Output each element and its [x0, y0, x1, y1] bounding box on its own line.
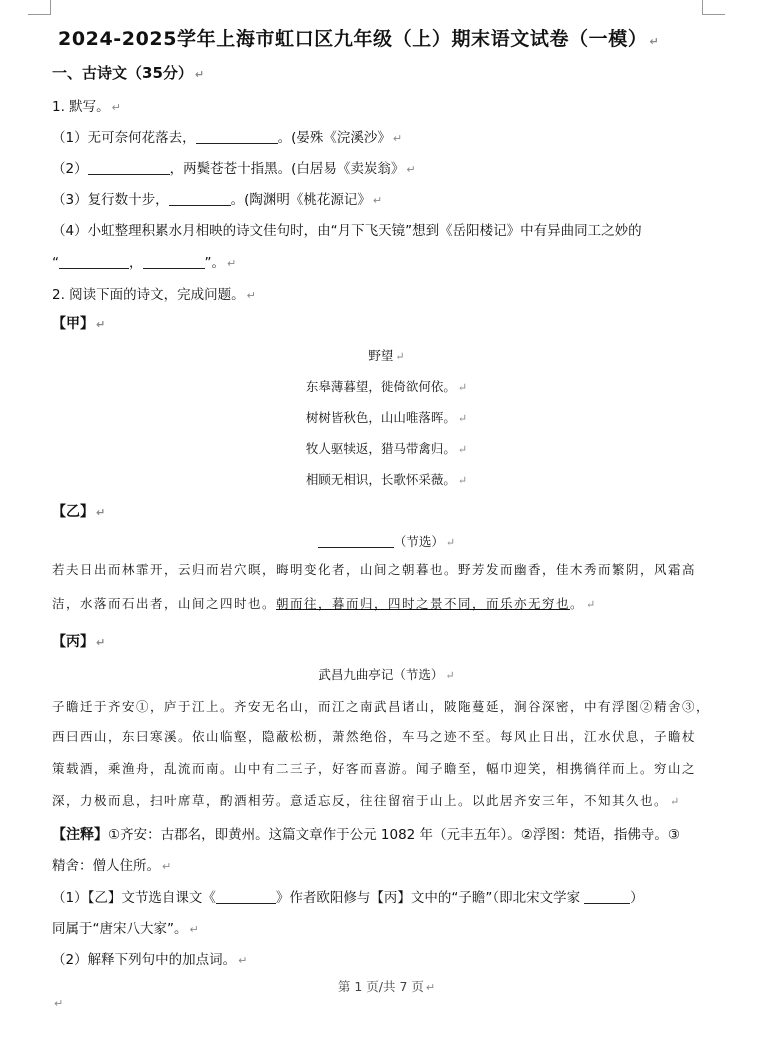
poem-line	[0, 408, 773, 426]
q1-item4-line2	[52, 251, 236, 271]
empty-paragraph	[52, 992, 63, 1011]
q1-item2-post: ，两鬓苍苍十指黑。(白居易《卖炭翁》	[169, 161, 405, 177]
bing-text-line	[52, 727, 696, 745]
sub1-text: ）	[630, 890, 644, 906]
paragraph-mark-icon: ↵	[96, 636, 106, 649]
yi-text-line	[52, 594, 597, 612]
section-heading	[52, 62, 204, 83]
answer-blank[interactable]	[88, 160, 170, 175]
page-footer	[0, 977, 773, 995]
q1-item3-post: 。(陶渊明《桃花源记》	[230, 192, 371, 208]
title-text: 2024-2025学年上海市虹口区九年级（上）期末语文试卷（一模）	[58, 28, 648, 50]
paragraph-mark-icon: ↵	[586, 598, 597, 611]
paragraph-mark-icon: ↵	[194, 68, 205, 81]
note-line1	[52, 823, 680, 844]
q2-sub1-line2	[52, 917, 199, 937]
q1-item3	[52, 188, 382, 208]
note-text: 精舍：僧人住所。	[52, 858, 160, 874]
paragraph-mark-icon: ↵	[395, 350, 405, 363]
paragraph-mark-icon: ↵	[96, 318, 106, 331]
paragraph-mark-icon: ↵	[457, 381, 468, 394]
poem-line	[0, 377, 773, 395]
q1-item1-pre: （1）无可奈何花落去，	[52, 130, 196, 146]
q1-item1	[52, 126, 402, 146]
sub1-text: 》作者欧阳修与【丙】文中的“子瞻”（即北宋文学家	[275, 890, 581, 906]
yi-text: 若夫日出而林霏开，云归而岩穴暝，晦明变化者，山间之朝暮也。野芳发而幽香，佳木秀而繁阴，风霜高	[52, 562, 697, 577]
quote-open: “	[52, 255, 59, 271]
bing-text-line	[52, 697, 710, 715]
paragraph-mark-icon: ↵	[238, 954, 248, 967]
poem-line-text: 牧人驱犊返，猎马带禽归。	[305, 441, 456, 456]
paragraph-mark-icon: ↵	[406, 163, 416, 176]
answer-blank[interactable]	[196, 129, 278, 144]
bing-text: 深，力极而息，扫叶席草，酌酒相劳。意适忘反，往往留宿于山上。以此居齐安三年，不知其久也。	[52, 793, 669, 808]
section-title: 一、古诗文（35分）	[52, 64, 193, 82]
crop-mark-top-left	[28, 0, 51, 15]
note-line2	[52, 854, 171, 874]
page-title	[58, 24, 659, 51]
yi-text-line	[52, 560, 696, 578]
label-jia	[52, 313, 105, 333]
paragraph-mark-icon: ↵	[445, 536, 456, 549]
label-yi	[52, 501, 105, 521]
paragraph-mark-icon: ↵	[670, 795, 681, 808]
yi-text-end: 。	[570, 596, 585, 611]
answer-blank[interactable]	[318, 533, 394, 548]
paragraph-mark-icon: ↵	[372, 194, 383, 207]
poem-line-text: 东皋薄暮望，徙倚欲何依。	[305, 379, 456, 394]
paragraph-mark-icon: ↵	[392, 132, 403, 145]
bing-text: 子瞻迁于齐安①，庐于江上。齐安无名山，而江之南武昌诸山，陂陁蔓延，涧谷深密，中有浮图②精舍③，	[52, 699, 711, 714]
yi-title	[0, 532, 773, 550]
bing-text-line	[52, 791, 681, 809]
label-yi-text: 【乙】	[52, 504, 94, 520]
sub1-text: （1）【乙】文节选自课文《	[52, 890, 216, 906]
yi-text: 洁，水落而石出者，山间之四时也。	[52, 596, 277, 611]
paragraph-mark-icon: ↵	[189, 923, 199, 936]
q1-item3-pre: （3）复行数十步，	[52, 192, 169, 208]
poem-line	[0, 439, 773, 457]
label-jia-text: 【甲】	[52, 316, 94, 332]
poem-title	[0, 346, 773, 364]
q1-heading-text: 1. 默写。	[52, 99, 110, 115]
bing-title-text: 武昌九曲亭记（节选）	[318, 667, 444, 682]
label-bing-text: 【丙】	[52, 634, 94, 650]
paragraph-mark-icon: ↵	[457, 412, 468, 425]
q1-item4-text: （4）小虹整理积累水月相映的诗文佳句时，由“月下飞天镜”想到《岳阳楼记》中有异曲同工之妙的	[52, 223, 642, 239]
paragraph-mark-icon: ↵	[54, 997, 64, 1010]
paragraph-mark-icon: ↵	[445, 669, 455, 682]
q1-item1-post: 。(晏殊《浣溪沙》	[277, 130, 391, 146]
paragraph-mark-icon: ↵	[457, 474, 468, 487]
yi-title-suffix: （节选）	[393, 534, 444, 549]
bing-text: 策载酒，乘渔舟，乱流而南。山中有二三子，好客而喜游。闻子瞻至，幅巾迎笑，相携徜徉而上。穷山之	[52, 761, 697, 776]
bing-text: 西曰西山，东曰寒溪。依山临壑，隐蔽松枥，萧然绝俗，车马之迹不至。每风止日出，江水伏息，子瞻杖	[52, 729, 697, 744]
paragraph-mark-icon: ↵	[246, 289, 256, 302]
poem-title-text: 野望	[368, 348, 394, 363]
poem-line-text: 相顾无相识，长歌怀采薇。	[305, 472, 456, 487]
answer-blank[interactable]	[143, 254, 205, 269]
q2-heading	[52, 283, 256, 303]
paragraph-mark-icon: ↵	[162, 860, 172, 873]
bing-text-line	[52, 759, 696, 777]
note-text: ①齐安：古郡名，即黄州。这篇文章作于公元 1082 年（元丰五年）。②浮图：梵语，指佛寺。③	[108, 827, 680, 843]
sub1-text: 同属于“唐宋八大家”。	[52, 921, 188, 937]
q1-heading	[52, 95, 121, 115]
poem-line	[0, 470, 773, 488]
comma: ，	[129, 255, 143, 271]
paragraph-mark-icon: ↵	[425, 981, 436, 994]
answer-blank[interactable]	[584, 889, 630, 904]
quote-close: ”。	[204, 255, 225, 271]
q2-sub2	[52, 948, 247, 968]
q2-heading-text: 2. 阅读下面的诗文，完成问题。	[52, 287, 245, 303]
label-bing	[52, 631, 105, 651]
page-number: 第 1 页/共 7 页	[337, 979, 424, 994]
yi-underlined-sentence: 朝而往，暮而归，四时之景不同，而乐亦无穷也	[276, 596, 571, 611]
paragraph-mark-icon: ↵	[227, 257, 237, 270]
q2-sub1-line1	[52, 886, 644, 906]
poem-line-text: 树树皆秋色，山山唯落晖。	[305, 410, 456, 425]
sub2-text: （2）解释下列句中的加点词。	[52, 952, 237, 968]
answer-blank[interactable]	[169, 191, 231, 206]
bing-title	[0, 665, 773, 683]
crop-mark-top-right	[702, 0, 725, 15]
paragraph-mark-icon: ↵	[457, 443, 468, 456]
paragraph-mark-icon: ↵	[96, 506, 106, 519]
q1-item2	[52, 157, 416, 177]
answer-blank[interactable]	[216, 889, 276, 904]
answer-blank[interactable]	[59, 254, 129, 269]
paragraph-mark-icon: ↵	[111, 101, 121, 114]
paragraph-mark-icon: ↵	[649, 35, 660, 48]
note-label: 【注释】	[52, 827, 108, 843]
q1-item4-line1	[52, 219, 642, 239]
q1-item2-pre: （2）	[52, 161, 88, 177]
